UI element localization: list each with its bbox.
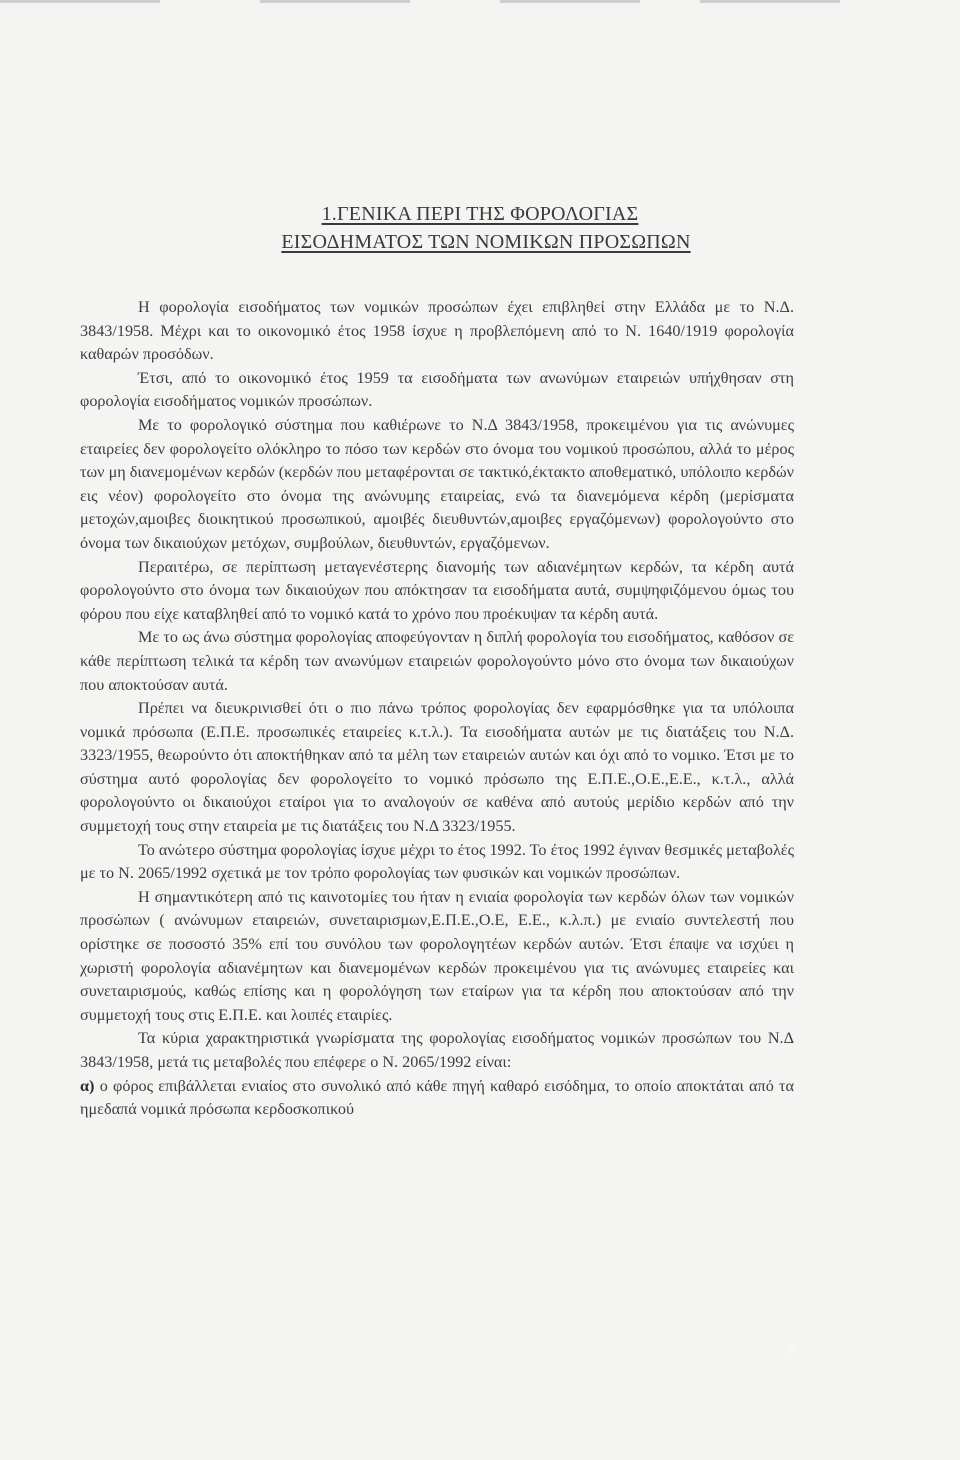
paragraph: Η φορολογία εισοδήματος των νομικών προσώπων έχει επιβληθεί στην Ελλάδα με το Ν.Δ. 3843/1958. Μέχρι και το οικονομικό έτος 1958 ίσχυε η προβλεπόμενη από το Ν. 1640/1919 φορολογία καθαρών προσόδων. (80, 298, 794, 364)
paragraph: Το ανώτερο σύστημα φορολογίας ίσχυε μέχρι το έτος 1992. Το έτος 1992 έγιναν θεσμικές μεταβολές με το Ν. 2065/1992 σχετικά με τον τρόπο φορολογίας των φυσικών και νομικών προσώπων. (80, 840, 794, 883)
page-number: 5 (788, 1342, 795, 1356)
title-line-1: 1.ΓΕΝΙΚΑ ΠΕΡΙ ΤΗΣ ΦΟΡΟΛΟΓΙΑΣ (321, 203, 639, 225)
paragraph: Τα κύρια χαρακτηριστικά γνωρίσματα της φορολογίας εισοδήματος νομικών προσώπων του Ν.Δ 3843/1958, μετά τις μεταβολές που επέφερε ο Ν. 2065/1992 είναι: (80, 1029, 794, 1071)
paragraph: Η σημαντικότερη από τις καινοτομίες του ήταν η ενιαία φορολογία των κερδών όλων των νομικών προσώπων ( ανώνυμων εταιρειών, συνεταιρισμων,Ε.Π.Ε.,Ο.Ε, Ε.Ε., κ.λ.π.) με ενιαίο συντελεστή που ορίστηκε σε ποσοστό 35% επί του συνόλου των φορολογητέων κερδών αυτών. Έτσι έπαψε να ισχύει η χωριστή φορολογία αδιανέμητων και διανεμομένων κερδών προκειμένου για τις ανώνυμες εταιρείες και συνεταιρισμούς, καθώς επίσης και η φορολόγηση των εταίρων για τα κέρδη που αποκτούσαν από την συμμετοχή τους στις Ε.Π.Ε. και λοιπές εταιρίες. (80, 887, 794, 1024)
paragraph: Με το φορολογικό σύστημα που καθιέρωνε το Ν.Δ 3843/1958, προκειμένου για τις ανώνυμες εταιρείες δεν φορολογείτο ολόκληρο το πόσο των κερδών στο όνομα του νομικού προσώπου, αλλά το μέρος των μη διανεμομένων κερδών (κερδών που μεταφέρονται σε τακτικό,έκτακτο αποθεματικό, υπόλοιπο κερδών εις νέον) φορολογείτο στο όνομα της ανώνυμης εταιρείας, ενώ τα διανεμόμενα κέρδη (μερίσματα μετοχών,αμοιβες διοικητικού προσωπικού, αμοιβές διευθυντών,αμοιβες εργαζόμενων) φορολογούντο στο όνομα των δικαιούχων μετόχων, συμβούλων, διευθυντών, εργαζόμενων. (80, 415, 794, 552)
body-text (80, 296, 794, 1122)
scan-edge (0, 0, 960, 4)
paragraph: Περαιτέρω, σε περίπτωση μεταγενέστερης διανομής των αδιανέμητων κερδών, τα κέρδη αυτά φορολογούντο στο όνομα των δικαιούχων που απόκτησαν τα εισοδήματα αυτά, συμψηφιζόμενου όμως του φόρου που είχε καταβληθεί από το νομικό κατά το χρόνο που προέκυψαν τα κέρδη αυτά. (80, 557, 794, 623)
list-item-text: ο φόρος επιβάλλεται ενιαίος στο συνολικό από κάθε πηγή καθαρό εισόδημα, το οποίο αποκτάται από τα ημεδαπά νομικά πρόσωπα κερδοσκοπικού (80, 1076, 795, 1119)
paragraph: Με το ως άνω σύστημα φορολογίας αποφεύγονταν η διπλή φορολογία του εισοδήματος, καθόσον σε κάθε περίπτωση τελικά τα κέρδη των ανωνύμων εταιρειών φορολογούντο μόνο στο όνομα των δικαιούχων που αποκτούσαν αυτά. (80, 628, 794, 694)
title-line-2: ΕΙΣΟΔΗΜΑΤΟΣ ΤΩΝ ΝΟΜΙΚΩΝ ΠΡΟΣΩΠΩΝ (281, 231, 691, 253)
list-item-label: α) (80, 1076, 95, 1095)
list-item-a (80, 1075, 794, 1122)
paragraph: Πρέπει να διευκρινισθεί ότι ο πιο πάνω τρόπος φορολογίας δεν εφαρμόσθηκε για τα υπόλοιπα νομικά πρόσωπα (Ε.Π.Ε. προσωπικές εταιρείες κ.τ.λ.). Τα εισοδήματα αυτών με τις διατάξεις του Ν.Δ. 3323/1955, θεωρούντο ότι αποκτήθηκαν από τα μέλη των εταιρειών αυτών και όχι από το νομικο. Έτσι με το σύστημα αυτό φορολογίας δεν φορολογείτο το νομικό πρόσωπο της Ε.Π.Ε.,Ο.Ε.,Ε.Ε., κ.τ.λ., αλλά φορολογούντο οι δικαιούχοι εταίροι για το αναλογούν σε καθένα από αυτούς μερίδιο κερδών από την συμμετοχή τους στην εταιρεία με τις διατάξεις του Ν.Δ 3323/1955. (80, 699, 794, 836)
section-title (0, 200, 960, 256)
paragraph: Έτσι, από το οικονομικό έτος 1959 τα εισοδήματα των ανωνύμων εταιρειών υπήχθησαν στη φορολογία εισοδήματος νομικών προσώπων. (80, 368, 794, 411)
